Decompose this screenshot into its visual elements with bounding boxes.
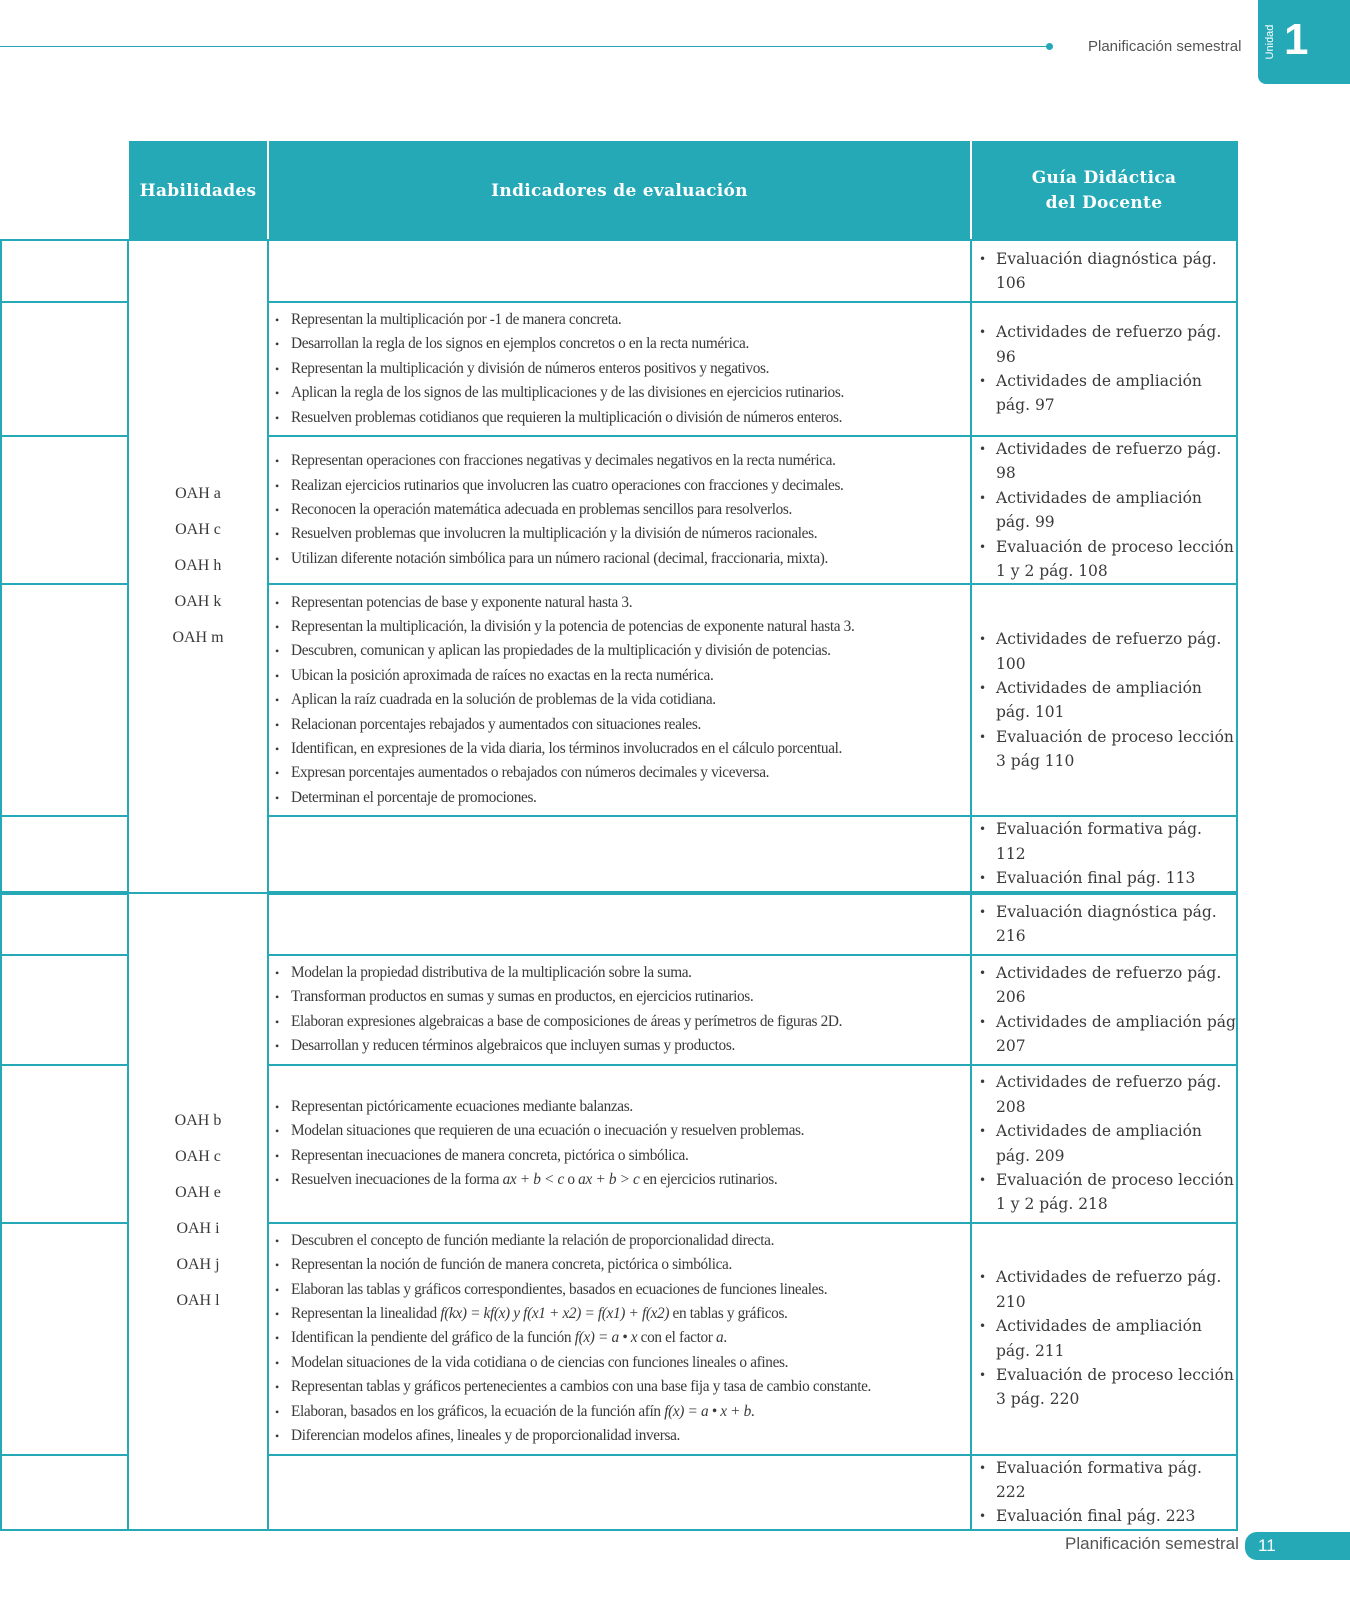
- indicadores-cell: [268, 302, 971, 436]
- list-item: • Representan la multiplicación por -1 de manera concreta.: [269, 308, 970, 332]
- list-item: • Actividades de ampliación pág. 99: [972, 486, 1236, 535]
- list-item: • Representan tablas y gráficos pertenecientes a cambios con una base fija y tasa de cambio constante.: [269, 1375, 970, 1399]
- col-guia: [971, 142, 1237, 240]
- list-item: • Aplican la regla de los signos de las multiplicaciones y de las divisiones en ejercicios rutinarios.: [269, 381, 970, 405]
- footer-title: Planificación semestral: [1065, 1534, 1239, 1553]
- list-item: • Resuelven problemas que involucren la multiplicación y la división de números racionales.: [269, 522, 970, 546]
- list-item: • Aplican la raíz cuadrada en la solución de problemas de la vida cotidiana.: [269, 688, 970, 712]
- list-item: • Desarrollan y reducen términos algebraicos que incluyen sumas y productos.: [269, 1034, 970, 1058]
- list-item: • Actividades de ampliación pág. 97: [972, 369, 1236, 418]
- indicadores-cell: [268, 1223, 971, 1455]
- col-guia-line2: del Docente: [1045, 193, 1163, 213]
- header-blank-cell: [1, 142, 128, 240]
- list-item: • Ubican la posición aproximada de raíces no exactas en la recta numérica.: [269, 664, 970, 688]
- list-item: • Representan pictóricamente ecuaciones mediante balanzas.: [269, 1095, 970, 1119]
- list-item: • Actividades de refuerzo pág. 98: [972, 437, 1236, 486]
- indicadores-cell: [268, 816, 971, 892]
- list-item: • Representan la multiplicación, la división y la potencia de potencias de exponente natural hasta 3.: [269, 615, 970, 639]
- list-item: • Determinan el porcentaje de promociones.: [269, 786, 970, 810]
- list-item: • Descubren el concepto de función mediante la relación de proporcionalidad directa.: [269, 1229, 970, 1253]
- guia-cell: [971, 436, 1237, 584]
- list-item: • Reconocen la operación matemática adecuada en problemas sencillos para resolverlos.: [269, 498, 970, 522]
- guia-cell: [971, 584, 1237, 816]
- list-item: • Representan inecuaciones de manera concreta, pictórica o simbólica.: [269, 1144, 970, 1168]
- list-item: • Resuelven inecuaciones de la forma ax + b < c o ax + b > c en ejercicios rutinarios.: [269, 1168, 970, 1192]
- list-item: • Evaluación de proceso lección 1 y 2 pág. 108: [972, 535, 1236, 584]
- col-habilidades: Habilidades: [128, 142, 268, 240]
- list-item: • Expresan porcentajes aumentados o rebajados con números decimales y viceversa.: [269, 761, 970, 785]
- list-item: • Evaluación de proceso lección 3 pág 110: [972, 725, 1236, 774]
- unit-tab: [1258, 0, 1350, 84]
- indicadores-cell: [268, 955, 971, 1065]
- list-item: • Descubren, comunican y aplican las propiedades de la multiplicación y división de potencias.: [269, 639, 970, 663]
- list-item: • Evaluación final pág. 223: [972, 1504, 1236, 1528]
- indicadores-cell: [268, 240, 971, 302]
- page-number: 11: [1258, 1536, 1276, 1555]
- list-item: • Identifican, en expresiones de la vida diaria, los términos involucrados en el cálculo porcentual.: [269, 737, 970, 761]
- guia-cell: [971, 955, 1237, 1065]
- list-item: • Actividades de ampliación pág. 209: [972, 1119, 1236, 1168]
- list-item: • Representan la linealidad f(kx) = kf(x) y f(x1 + x2) = f(x1) + f(x2) en tablas y gráficos.: [269, 1302, 970, 1326]
- col-guia-line1: Guía Didáctica: [1031, 168, 1177, 188]
- table-header-row: [1, 142, 1237, 240]
- indicadores-cell: [268, 1455, 971, 1530]
- header-rule: [0, 46, 1050, 47]
- list-item: • Representan potencias de base y exponente natural hasta 3.: [269, 591, 970, 615]
- list-item: • Relacionan porcentajes rebajados y aumentados con situaciones reales.: [269, 713, 970, 737]
- indicadores-cell: [268, 436, 971, 584]
- list-item: • Evaluación diagnóstica pág. 106: [972, 247, 1236, 296]
- table-row: [1, 240, 1237, 302]
- table-row: [1, 893, 1237, 955]
- list-item: • Actividades de ampliación pág. 101: [972, 676, 1236, 725]
- list-item: • Evaluación formativa pág. 222: [972, 1456, 1236, 1505]
- planning-table: [0, 141, 1238, 1531]
- col-indicadores: Indicadores de evaluación: [268, 142, 971, 240]
- list-item: • Desarrollan la regla de los signos en ejemplos concretos o en la recta numérica.: [269, 332, 970, 356]
- list-item: • Evaluación diagnóstica pág. 216: [972, 900, 1236, 949]
- list-item: • Modelan situaciones que requieren de una ecuación o inecuación y resuelven problemas.: [269, 1119, 970, 1143]
- list-item: • Actividades de refuerzo pág. 96: [972, 320, 1236, 369]
- list-item: • Elaboran las tablas y gráficos correspondientes, basados en ecuaciones de funciones lineales.: [269, 1278, 970, 1302]
- list-item: • Elaboran expresiones algebraicas a base de composiciones de áreas y perímetros de figuras 2D.: [269, 1010, 970, 1034]
- guia-cell: [971, 1455, 1237, 1530]
- list-item: • Evaluación de proceso lección 3 pág. 220: [972, 1363, 1236, 1412]
- list-item: • Representan la noción de función de manera concreta, pictórica o simbólica.: [269, 1253, 970, 1277]
- guia-cell: [971, 302, 1237, 436]
- list-item: • Actividades de refuerzo pág. 100: [972, 627, 1236, 676]
- header-title: Planificación semestral: [1088, 38, 1242, 55]
- list-item: • Representan operaciones con fracciones negativas y decimales negativos en la recta numérica.: [269, 449, 970, 473]
- list-item: • Modelan la propiedad distributiva de la multiplicación sobre la suma.: [269, 961, 970, 985]
- list-item: • Actividades de ampliación pág. 211: [972, 1314, 1236, 1363]
- list-item: • Actividades de refuerzo pág. 206: [972, 961, 1236, 1010]
- habilidades-block2: OAH b OAH c OAH e OAH i OAH j OAH l: [128, 893, 268, 1530]
- indicadores-cell: [268, 584, 971, 816]
- indicadores-cell: [268, 1065, 971, 1223]
- list-item: • Elaboran, basados en los gráficos, la ecuación de la función afín f(x) = a • x + b.: [269, 1400, 970, 1424]
- list-item: • Identifican la pendiente del gráfico de la función f(x) = a • x con el factor a.: [269, 1326, 970, 1350]
- list-item: • Actividades de refuerzo pág. 210: [972, 1265, 1236, 1314]
- guia-cell: [971, 240, 1237, 302]
- list-item: • Transforman productos en sumas y sumas en productos, en ejercicios rutinarios.: [269, 985, 970, 1009]
- list-item: • Modelan situaciones de la vida cotidiana o de ciencias con funciones lineales o afines.: [269, 1351, 970, 1375]
- list-item: • Actividades de ampliación pág 207: [972, 1010, 1236, 1059]
- list-item: • Evaluación final pág. 113: [972, 866, 1236, 890]
- list-item: • Actividades de refuerzo pág. 208: [972, 1070, 1236, 1119]
- habilidades-block1: OAH a OAH c OAH h OAH k OAH m: [128, 240, 268, 893]
- unit-label: Unidad: [1264, 24, 1276, 60]
- guia-cell: [971, 816, 1237, 892]
- page-number-tab: [1245, 1532, 1350, 1560]
- list-item: • Diferencian modelos afines, lineales y de proporcionalidad inversa.: [269, 1424, 970, 1448]
- indicadores-cell: [268, 893, 971, 955]
- unit-number: 1: [1284, 15, 1309, 64]
- list-item: • Realizan ejercicios rutinarios que involucren las cuatro operaciones con fracciones y decimales.: [269, 474, 970, 498]
- list-item: • Utilizan diferente notación simbólica para un número racional (decimal, fraccionaria, mixta).: [269, 547, 970, 571]
- list-item: • Evaluación de proceso lección 1 y 2 pág. 218: [972, 1168, 1236, 1217]
- list-item: • Representan la multiplicación y división de números enteros positivos y negativos.: [269, 357, 970, 381]
- header-rule-dot: [1046, 43, 1053, 50]
- list-item: • Resuelven problemas cotidianos que requieren la multiplicación o división de números enteros.: [269, 406, 970, 430]
- list-item: • Evaluación formativa pág. 112: [972, 817, 1236, 866]
- guia-cell: [971, 893, 1237, 955]
- guia-cell: [971, 1065, 1237, 1223]
- guia-cell: [971, 1223, 1237, 1455]
